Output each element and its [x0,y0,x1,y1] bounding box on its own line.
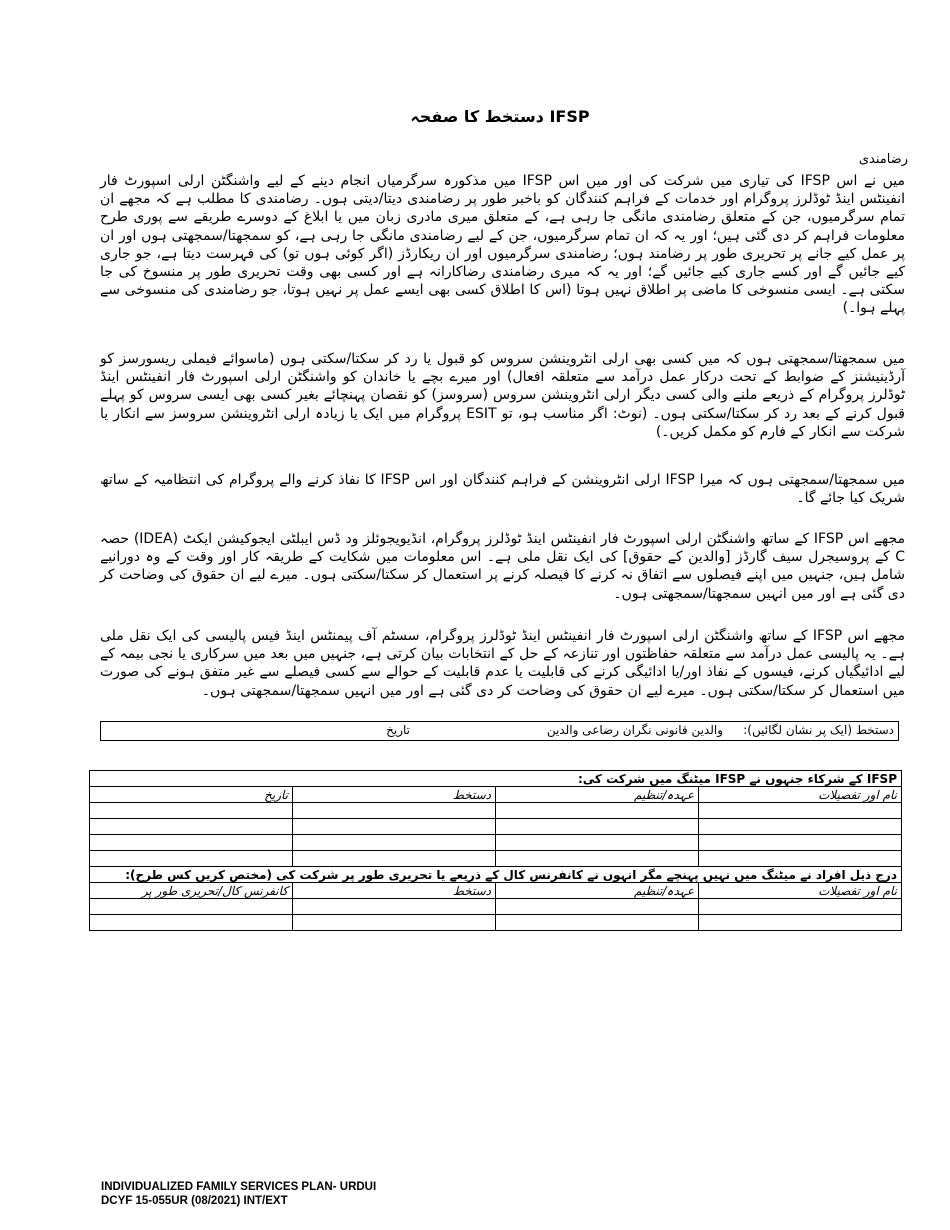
date-cell[interactable] [90,819,293,835]
column-header-name: نام اور تفصیلات [699,883,902,899]
column-header-title: عہدہ/تنظیم [496,883,699,899]
participants-column-headers [90,787,902,803]
parent-signature-box[interactable] [100,721,899,741]
name-cell[interactable] [699,915,902,931]
payment-policy-paragraph: مجھے اس IFSP کے ساتھ واشنگٹن ارلی اسپورٹ فار انفینٹس اینڈ ٹوڈلرز پروگرام، سسٹم آف پیمنٹس اینڈ فیس پالیسی کی ایک نقل ملی ہے۔ یہ پالیسی عمل درآمد سے متعلقہ حفاظتوں اور تنازعہ کے حل کے انتخابات بیان کرتی ہے، جنہیں میں بعد میں سرکاری یا نجی بیمہ کے لیے ادائیگیاں کرنے، فیسوں کے نفاذ اور/یا ادائیگی کرنے کی قابلیت یا عدم قابلیت کے حوالے سے کسی فیصلے سے غیر متفق ہونے کی صورت میں استعمال کر سکتا/سکتی ہوں۔ میرے لیے ان حقوق کی وضاحت کر دی گئی ہے اور میں انہیں سمجھتا/سمجھتی ہوں۔ [100,628,905,699]
name-cell[interactable] [699,851,902,867]
signature-cell[interactable] [293,851,496,867]
date-cell[interactable] [90,851,293,867]
signature-label: دستخط (ایک پر نشان لگائیں): [743,723,894,737]
date-cell[interactable] [90,835,293,851]
form-name-footer: INDIVIDUALIZED FAMILY SERVICES PLAN- URDUI [101,1181,377,1193]
participants-table [89,770,902,931]
name-cell[interactable] [699,819,902,835]
table-row [90,835,902,851]
signature-cell[interactable] [293,915,496,931]
title-cell[interactable] [496,835,699,851]
method-cell[interactable] [90,899,293,915]
column-header-name: نام اور تفصیلات [699,787,902,803]
column-header-participation-method: کانفرنس کال/تحریری طور پر [90,883,293,899]
signature-cell[interactable] [293,899,496,915]
ifsp-sharing-paragraph: میں سمجھتا/سمجھتی ہوں کہ میرا IFSP ارلی انٹروینشن کے فراہم کنندگان اور اس IFSP کا نفاذ کرنے والے پروگرام کی انتظامیہ کے ساتھ شریک کیا جائے گا۔ [100,472,905,507]
table-row [90,851,902,867]
column-header-title: عہدہ/تنظیم [496,787,699,803]
table-row [90,899,902,915]
title-cell[interactable] [496,915,699,931]
title-cell[interactable] [496,819,699,835]
title-cell[interactable] [496,803,699,819]
table-row [90,803,902,819]
participants-heading-row [90,771,902,787]
column-header-date: تاریخ [90,787,293,803]
form-number-footer: DCYF 15-055UR (08/2021) INT/EXT [101,1195,288,1207]
services-acceptance-paragraph: میں سمجھتا/سمجھتی ہوں کہ میں کسی بھی ارلی انٹروینشن سروس کو قبول یا رد کر سکتا/سکتی ہوں (ماسوائے فیملی ریسورسز کو آرڈینیشنز کے ضوابط کے تحت درکار عمل درآمد سے متعلقہ افعال) اور میرے بچے یا خاندان کو واشنگٹن ارلی اسپورٹ فار انفینٹس اینڈ ٹوڈلرز پروگرام کے ذریعے ملنے والی کسی دیگر ارلی انٹروینشن سروس (سروسز) کو نقصان پہنچائے بغیر کسی بھی ایسی سروس کو پہلے قبول کرنے کے بعد رد کر سکتا/سکتی ہوں۔ (نوٹ: اگر مناسب ہو، تو ESIT پروگرام میں ایک یا زیادہ ارلی انٹروینشن سروسز سے انکار یا شرکت سے انکار کے فارم کو مکمل کریں۔) [100,351,905,440]
column-header-signature: دستخط [293,883,496,899]
column-header-signature: دستخط [293,787,496,803]
signature-cell[interactable] [293,819,496,835]
method-cell[interactable] [90,915,293,931]
name-cell[interactable] [699,899,902,915]
title-cell[interactable] [496,851,699,867]
signer-role-options[interactable]: والدین قانونی نگران رضاعی والدین [546,723,723,737]
remote-participants-heading: درج ذیل افراد نے میٹنگ میں نہیں پہنچے مگر انہوں نے کانفرنس کال کے ذریعے یا تحریری طور پر شرکت کی (مختص کریں کس طرح): [90,867,902,883]
signature-cell[interactable] [293,803,496,819]
signature-date-label: تاریخ [386,723,410,737]
consent-paragraph: میں نے اس IFSP کی تیاری میں شرکت کی اور میں اس IFSP میں مذکورہ سرگرمیاں انجام دینے کے لیے واشنگٹن ارلی اسپورٹ فار انفینٹس اینڈ ٹوڈلرز پروگرام اور خدمات کے فراہم کنندگان کو باخبر طور پر رضامندی دیتا/دیتی ہوں۔ رضامندی کا مطلب ہے کہ مجھے ان تمام سرگرمیوں، جن کے متعلق رضامندی مانگی جا رہی ہے، کے متعلق میری مادری زبان میں یا ابلاغ کے دوسرے طریقے سے پوری طرح معلومات فراہم کر دی گئی ہیں؛ اور یہ کہ ان تمام سرگرمیوں، جن کے لیے رضامندی مانگی جا رہی ہے، کو سمجھتا/سمجھتی ہوں اور ان پر عمل کیے جانے پر تحریری طور پر رضامند ہوں؛ رضامندی سرگرمیوں اور ان ریکارڈز (اگر کوئی ہوں تو) کی فہرست دیتا ہے، جو جاری کیے جائیں گے اور کسے جاری کیے جائیں گے؛ اور یہ کہ میری رضامندی رضاکارانہ ہے اور کسی بھی وقت تحریری طور پر منسوخ کی جا سکتی ہے۔ ایسی منسوخی کا ماضی پر اطلاق نہیں ہوتا (اس کا اطلاق کسی بھی ایسے عمل پر نہیں ہوتا، جو رضامندی کی منسوخی سے پہلے ہوا۔) [100,173,905,317]
remote-heading-row [90,867,902,883]
remote-column-headers [90,883,902,899]
participants-heading: IFSP کے شرکاء جنہوں نے IFSP میٹنگ میں شرکت کی: [90,771,902,787]
page-title: IFSP دستخط کا صفحہ [410,107,590,126]
table-row [90,915,902,931]
date-cell[interactable] [90,803,293,819]
procedural-safeguards-paragraph: مجھے اس IFSP کے ساتھ واشنگٹن ارلی اسپورٹ فار انفینٹس اینڈ ٹوڈلرز پروگرام، انڈیویجوئلز ود ڈس ایبلٹی ایجوکیشن ایکٹ (IDEA) حصہ C کے پروسیجرل سیف گارڈز [والدین کے حقوق] کی ایک نقل ملی ہے۔ اس معلومات میں شکایت کے طریقہ کار اور وقت کے وہ دورانیے شامل ہیں، جنہیں میں اپنے فیصلوں سے اتفاق نہ کرنے کا فیصلہ کرنے پر استعمال کر سکتا/سکتی ہوں۔ میرے لیے ان حقوق کی وضاحت کر دی گئی ہے اور میں انہیں سمجھتا/سمجھتی ہوں۔ [100,531,905,602]
consent-heading: رضامندی [858,152,908,167]
signature-cell[interactable] [293,835,496,851]
title-cell[interactable] [496,899,699,915]
name-cell[interactable] [699,835,902,851]
name-cell[interactable] [699,803,902,819]
table-row [90,819,902,835]
